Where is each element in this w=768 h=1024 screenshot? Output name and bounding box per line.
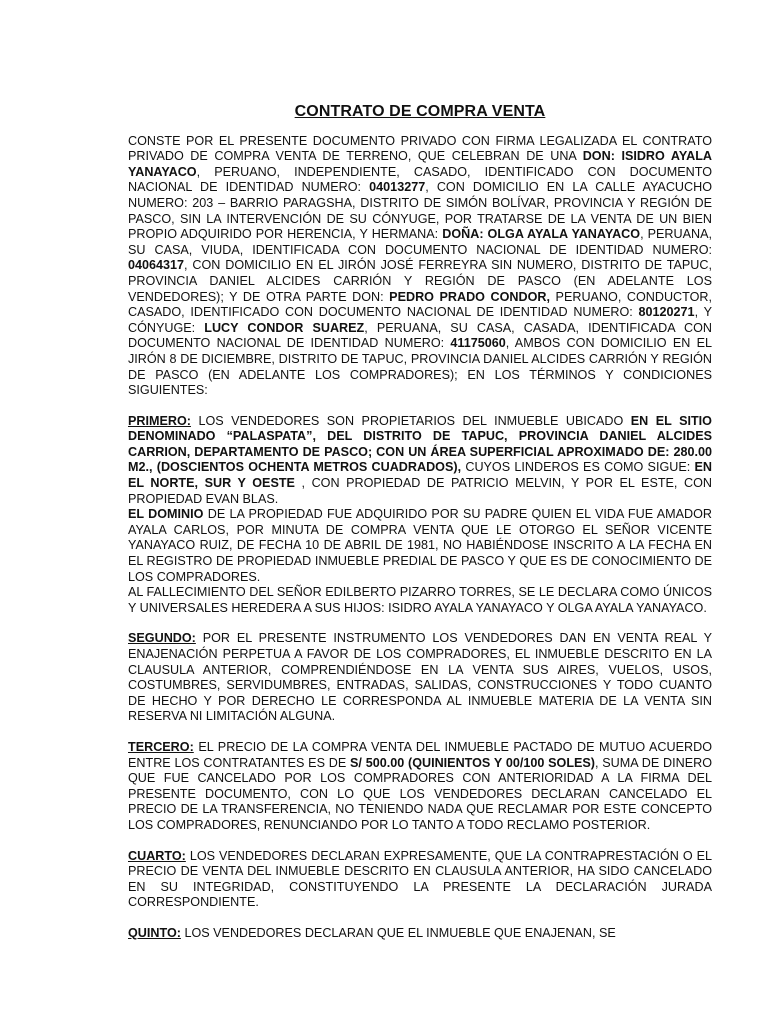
- seller-name-2: DOÑA: OLGA AYALA YANAYACO: [442, 227, 641, 242]
- seller-name-1: DON: ISIDRO AYALA YANAYACO: [128, 149, 712, 179]
- seller-dni-2: 04064317: [128, 258, 185, 273]
- clause-quinto: [128, 926, 712, 942]
- intro-text: , CON DOMICILIO EN EL JIRÓN JOSÉ FERREYRA SIN NUMERO, DISTRITO DE TAPUC, PROVINCIA DANIEL ALCIDES CARRIÓN Y REGIÓN DE PASCO (EN ADELANTE LOS VENDEDORES); Y DE OTRA PARTE DON:: [128, 258, 712, 304]
- clause-label: SEGUNDO:: [128, 631, 196, 646]
- document-title: CONTRATO DE COMPRA VENTA: [294, 103, 546, 120]
- clause-primero: [128, 414, 712, 508]
- clause-cuarto: [128, 849, 712, 911]
- property-location: EN EL SITIO DENOMINADO “PALASPATA”, DEL DISTRITO DE TAPUC, PROVINCIA DANIEL ALCIDES CARRION, DEPARTAMENTO DE PASCO; CON UN ÁREA SUPERFICIAL APROXIMADO DE: 280.00 M2., (DOSCIENTOS OCHENTA METROS CUADRADOS),: [128, 413, 712, 475]
- intro-text: , PERUANA, SU CASA, CASADA, IDENTIFICADA CON DOCUMENTO NACIONAL DE IDENTIDAD NUMERO:: [128, 320, 712, 351]
- clause-label: PRIMERO:: [128, 413, 191, 428]
- seller-dni-1: 04013277: [369, 180, 426, 195]
- sale-price: S/ 500.00 (QUINIENTOS Y 00/100 SOLES): [350, 755, 595, 770]
- intro-text: , CON DOMICILIO EN LA CALLE AYACUCHO NUMERO: 203 – BARRIO PARAGSHA, DISTRITO DE SIMÓN BOLÍVAR, PROVINCIA Y REGIÓN DE PASCO, SIN LA INTERVENCIÓN DE SU CÓNYUGE, POR TRATARSE DE LA VENTA DE UN BIEN PROPIO ADQUIRIDO POR HERENCIA, Y HERMANA:: [128, 180, 713, 242]
- clause-text: LOS VENDEDORES DECLARAN QUE EL INMUEBLE QUE ENAJENAN, SE: [180, 925, 616, 940]
- dominio-label: EL DOMINIO: [128, 507, 204, 522]
- intro-text: PERUANO, CONDUCTOR, CASADO, IDENTIFICADO CON DOCUMENTO NACIONAL DE IDENTIDAD NUMERO:: [128, 289, 712, 320]
- buyer-dni-2: 41175060: [450, 336, 506, 351]
- clause-label: CUARTO:: [128, 848, 186, 863]
- intro-text: , PERUANA, SU CASA, VIUDA, IDENTIFICADA CON DOCUMENTO NACIONAL DE IDENTIDAD NUMERO:: [128, 227, 712, 257]
- clause-text: DE LA PROPIEDAD FUE ADQUIRIDO POR SU PADRE QUIEN EL VIDA FUE AMADOR AYALA CARLOS, POR MINUTA DE COMPRA VENTA QUE LE OTORGO EL SEÑOR VICENTE YANAYACO RUIZ, DE FECHA 10 DE ABRIL DE 1981, NO HABIÉNDOSE INSCRITO A LA FECHA EN EL REGISTRO DE PROPIEDAD INMUEBLE PREDIAL DE PASCO Y QUE ES DE CONOCIMIENTO DE LOS COMPRADORES.: [128, 507, 712, 584]
- intro-text: , PERUANO, INDEPENDIENTE, CASADO, IDENTIFICADO CON DOCUMENTO NACIONAL DE IDENTIDAD NUMERO:: [128, 164, 712, 195]
- clause-segundo: [128, 631, 712, 725]
- buyer-name-1: PEDRO PRADO CONDOR,: [389, 289, 550, 304]
- clause-text: LOS VENDEDORES DECLARAN EXPRESAMENTE, QUE LA CONTRAPRESTACIÓN O EL PRECIO DE VENTA DEL INMUEBLE DESCRITO EN CLAUSULA ANTERIOR, HA SIDO CANCELADO EN SU INTEGRIDAD, CONSTITUYENDO LA PRESENTE LA DECLARACIÓN JURADA CORRESPONDIENTE.: [128, 848, 712, 910]
- clause-label: TERCERO:: [128, 739, 194, 754]
- intro-text: CONSTE POR EL PRESENTE DOCUMENTO PRIVADO CON FIRMA LEGALIZADA EL CONTRATO PRIVADO DE COMPRA VENTA DE TERRENO, QUE CELEBRAN DE UNA: [128, 133, 712, 164]
- clause-dominio: [128, 507, 712, 585]
- clause-text: , SUMA DE DINERO QUE FUE CANCELADO POR LOS COMPRADORES CON ANTERIORIDAD A LA FIRMA DEL PRESENTE DOCUMENTO, CON LO QUE LOS VENDEDORES DECLARAN CANCELADO EL PRECIO DE LA TRANSFERENCIA, NO TENIENDO NADA QUE RECLAMAR POR ESTE CONCEPTO LOS COMPRADORES, RENUNCIANDO POR LO TANTO A TODO RECLAMO POSTERIOR.: [128, 755, 712, 832]
- document-page: [128, 104, 712, 942]
- clause-fallecimiento: AL FALLECIMIENTO DEL SEÑOR EDILBERTO PIZARRO TORRES, SE LE DECLARA COMO ÚNICOS Y UNIVERSALES HEREDERA A SUS HIJOS: ISIDRO AYALA YANAYACO Y OLGA AYALA YANAYACO.: [128, 585, 712, 615]
- property-boundaries: EN EL NORTE, SUR Y OESTE: [128, 460, 712, 491]
- clause-text: LOS VENDEDORES SON PROPIETARIOS DEL INMUEBLE UBICADO: [190, 413, 631, 428]
- clause-tercero: [128, 740, 712, 834]
- clause-text: EL PRECIO DE LA COMPRA VENTA DEL INMUEBLE PACTADO DE MUTUO ACUERDO ENTRE LOS CONTRATANTES ES DE: [128, 739, 712, 770]
- clause-text: CUYOS LINDEROS ES COMO SIGUE:: [461, 460, 695, 475]
- clause-text: , CON PROPIEDAD DE PATRICIO MELVIN, Y POR EL ESTE, CON PROPIEDAD EVAN BLAS.: [128, 476, 712, 506]
- intro-text: , Y CÓNYUGE:: [128, 305, 712, 335]
- intro-paragraph: [128, 134, 712, 399]
- intro-text: , AMBOS CON DOMICILIO EN EL JIRÓN 8 DE DICIEMBRE, DISTRITO DE TAPUC, PROVINCIA DANIEL ALCIDES CARRIÓN Y REGIÓN DE PASCO (EN ADELANTE LOS COMPRADORES); EN LOS TÉRMINOS Y CONDICIONES SIGUIENTES:: [128, 336, 712, 398]
- buyer-name-2: LUCY CONDOR SUAREZ: [204, 320, 365, 335]
- clause-label: QUINTO:: [128, 925, 181, 940]
- clause-text: POR EL PRESENTE INSTRUMENTO LOS VENDEDORES DAN EN VENTA REAL Y ENAJENACIÓN PERPETUA A FAVOR DE LOS COMPRADORES, EL INMUEBLE DESCRITO EN LA CLAUSULA ANTERIOR, COMPRENDIÉNDOSE EN LA VENTA SUS AIRES, VUELOS, USOS, COSTUMBRES, SERVIDUMBRES, ENTRADAS, SALIDAS, CONSTRUCCIONES Y TODO CUANTO DE HECHO Y POR DERECHO LE CORRESPONDA AL INMUEBLE MATERIA DE LA VENTA SIN RESERVA NI LIMITACIÓN ALGUNA.: [128, 631, 712, 724]
- buyer-dni-1: 80120271: [638, 305, 695, 320]
